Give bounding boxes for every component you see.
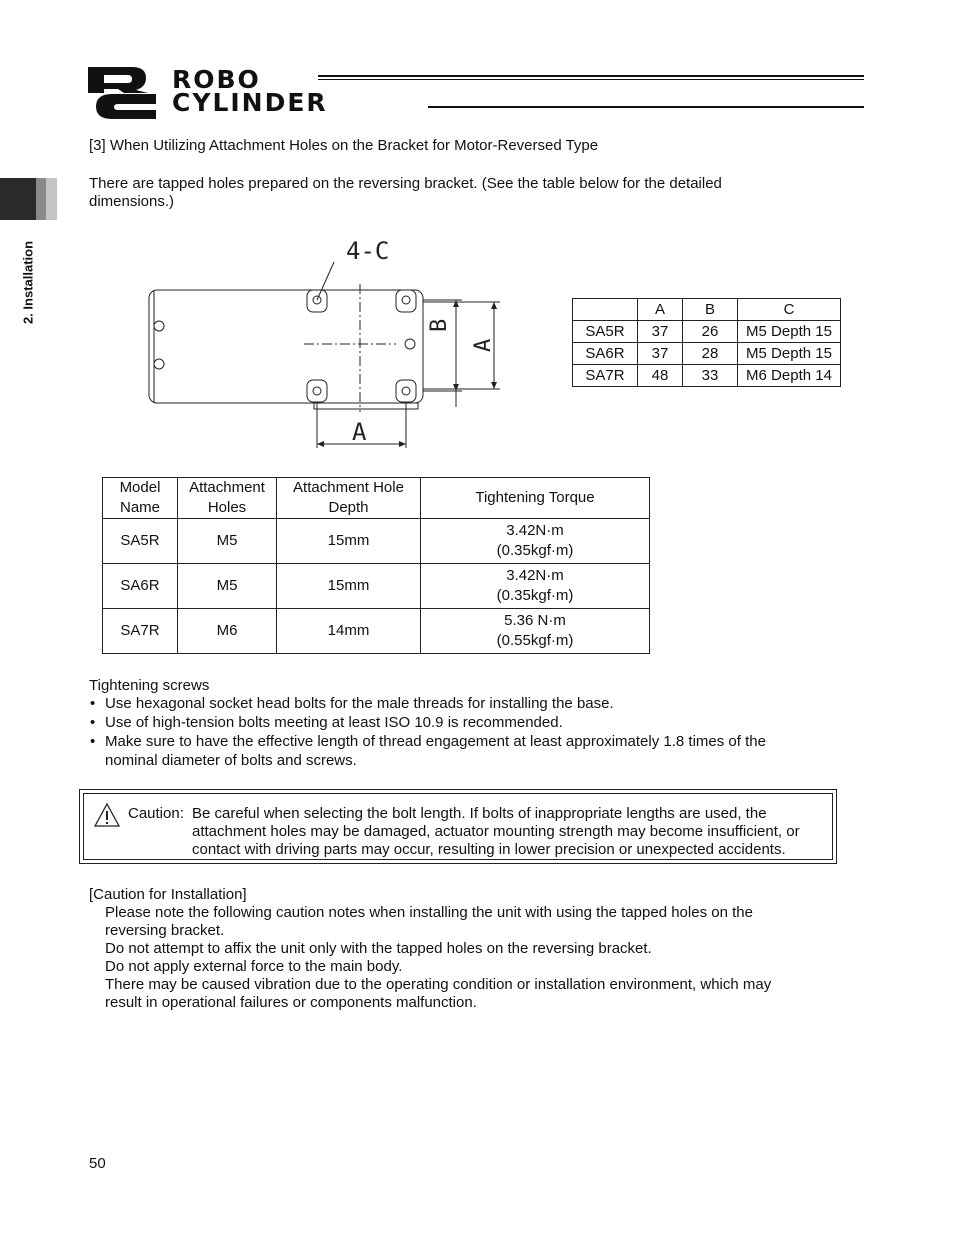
dim-header-cell: B: [683, 299, 738, 321]
screws-title: Tightening screws: [89, 677, 210, 694]
table-cell: SA5R: [573, 321, 638, 343]
caution-label: Caution:: [128, 805, 184, 822]
install-line: reversing bracket.: [105, 922, 225, 939]
table-row: [573, 321, 841, 343]
table-row: [573, 365, 841, 387]
torque-kgf: (0.35kgf·m): [496, 542, 574, 559]
list-item: • Make sure to have the effective length of thread engagement at least approximately 1.8 times of the: [89, 732, 849, 751]
table-cell: 37: [638, 343, 683, 365]
table-cell: SA7R: [573, 365, 638, 387]
table-row: [573, 343, 841, 365]
hole-label: 4-C: [346, 237, 390, 265]
header-rule-top: [318, 75, 864, 77]
spec-table: [102, 477, 650, 654]
brand-line-2: CYLINDER: [172, 88, 328, 117]
header-text: Model: [119, 479, 161, 496]
spec-header-torque: [421, 478, 650, 519]
table-cell: 28: [683, 343, 738, 365]
list-item-continuation: nominal diameter of bolts and screws.: [105, 752, 357, 769]
table-cell: M6 Depth 14: [738, 365, 841, 387]
intro-line-1: There are tapped holes prepared on the reversing bracket. (See the table below for the detailed: [89, 175, 722, 192]
torque-nm: 3.42N·m: [506, 522, 564, 539]
install-line: result in operational failures or components malfunction.: [105, 994, 477, 1011]
header-text: Attachment Hole: [293, 479, 404, 496]
install-line: Please note the following caution notes when installing the unit with using the tapped holes on the: [105, 904, 753, 921]
model-cell: SA5R: [103, 519, 178, 564]
table-row: [103, 519, 650, 564]
header-rule-bottom: [428, 106, 864, 108]
list-item: • Use of high-tension bolts meeting at least ISO 10.9 is recommended.: [89, 713, 849, 732]
install-line: Do not attempt to affix the unit only with the tapped holes on the reversing bracket.: [105, 940, 652, 957]
chapter-tab-dark: [0, 178, 36, 220]
table-cell: 26: [683, 321, 738, 343]
dimension-table-header: [573, 299, 841, 321]
table-cell: 33: [683, 365, 738, 387]
torque-cell: [421, 609, 650, 654]
brand-line-1: ROBO: [172, 65, 261, 94]
torque-nm: 5.36 N·m: [504, 612, 566, 629]
bracket-drawing: [138, 232, 518, 454]
section-title: [3] When Utilizing Attachment Holes on the Bracket for Motor-Reversed Type: [89, 137, 599, 154]
chapter-side-label: 2. Installation: [20, 240, 36, 325]
depth-cell: 15mm: [277, 519, 421, 564]
install-title: [Caution for Installation]: [89, 886, 247, 903]
torque-nm: 3.42N·m: [506, 567, 564, 584]
table-cell: 37: [638, 321, 683, 343]
spec-header-depth: [277, 478, 421, 519]
caution-text: [192, 805, 832, 859]
dim-header-cell: A: [638, 299, 683, 321]
list-item: • Use hexagonal socket head bolts for the male threads for installing the base.: [89, 694, 849, 713]
header-text: Tightening Torque: [475, 489, 595, 506]
spec-header-holes: [178, 478, 277, 519]
dim-header-cell: C: [738, 299, 841, 321]
brand-wordmark: [172, 65, 328, 117]
torque-cell: [421, 519, 650, 564]
page-number: 50: [89, 1155, 106, 1172]
chapter-tab-mid: [36, 178, 46, 220]
spec-table-header: [103, 478, 650, 519]
table-row: [103, 609, 650, 654]
table-cell: M5 Depth 15: [738, 321, 841, 343]
torque-kgf: (0.55kgf·m): [496, 632, 574, 649]
torque-kgf: (0.35kgf·m): [496, 587, 574, 604]
install-line: There may be caused vibration due to the operating condition or installation environment, which may: [105, 976, 772, 993]
header-rule-top-thin: [318, 79, 864, 80]
install-notes: [105, 904, 865, 1012]
table-cell: 48: [638, 365, 683, 387]
header-text: Holes: [207, 499, 247, 516]
header-text: Depth: [328, 499, 369, 516]
rc-logo-icon: [88, 67, 156, 119]
header-text: Attachment: [189, 479, 265, 496]
warning-icon: [94, 803, 120, 827]
dim-label-b: B: [427, 318, 452, 332]
caution-inner-border: [83, 793, 833, 860]
torque-cell: [421, 564, 650, 609]
dim-header-cell: [573, 299, 638, 321]
holes-cell: M6: [178, 609, 277, 654]
table-cell: M5 Depth 15: [738, 343, 841, 365]
holes-cell: M5: [178, 564, 277, 609]
header-text: Name: [119, 499, 160, 516]
caution-line: attachment holes may be damaged, actuator mounting strength may become insufficient, or: [192, 823, 800, 840]
screws-list: [89, 694, 849, 751]
depth-cell: 15mm: [277, 564, 421, 609]
dimension-table: [572, 298, 841, 387]
spec-header-model: [103, 478, 178, 519]
dim-label-a-side: A: [471, 338, 496, 352]
model-cell: SA7R: [103, 609, 178, 654]
table-cell: SA6R: [573, 343, 638, 365]
chapter-tab-light: [46, 178, 57, 220]
caution-box: [79, 789, 837, 864]
holes-cell: M5: [178, 519, 277, 564]
dim-label-a-bottom: A: [352, 418, 367, 446]
install-line: Do not apply external force to the main body.: [105, 958, 403, 975]
table-row: [103, 564, 650, 609]
caution-line: contact with driving parts may occur, resulting in lower precision or unexpected accidents.: [192, 841, 786, 858]
depth-cell: 14mm: [277, 609, 421, 654]
caution-line: Be careful when selecting the bolt length. If bolts of inappropriate lengths are used, the: [192, 805, 767, 822]
model-cell: SA6R: [103, 564, 178, 609]
intro-line-2: dimensions.): [89, 193, 175, 210]
